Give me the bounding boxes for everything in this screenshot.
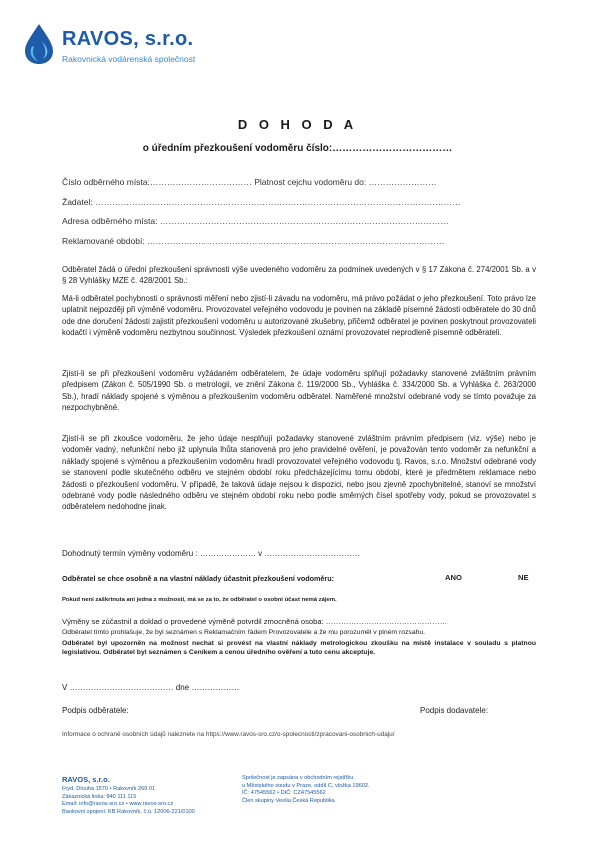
footer-ids: IČ: 47545562 • DIČ: CZ47545562: [242, 790, 326, 797]
declaration-reklamacni-rad: Odběratel tímto prohlašuje, že byl seznámen s Reklamačním řádem Provozovatele a že mu porozuměl v plném rozsahu.: [62, 629, 426, 636]
footer-email[interactable]: Email: info@ravos-sro.cz • www.ravos-sro.cz: [62, 801, 174, 808]
confirmation-field[interactable]: Výměny se zúčastnil a doklad o provedené výměně potvrdil zmocněná osoba: …………………………………………: [62, 617, 448, 626]
customer-signature-label: Podpis odběratele:: [62, 706, 129, 715]
footer-register: Společnost je zapsána v obchodním rejstříku: [242, 775, 354, 781]
paragraph-rights: Má-li odběratel pochybnosti o správnosti měření nebo zjistí-li závadu na vodoměru, má právo požádat o jeho přezkoušení. Toto právo lze uplatnit nejpozději při výměně vodoměru. Provozovatel veřejného vodovodu je povinen na základě písemné žádosti odběratele do 30 dnů ode dne doručení žádosti zajistit přezkoušení vodoměru u autorizované zkušebny, přičemž odběratel je povinen poskytnout provozovateli kodačtí i výměně vodoměru nezbytnou součinnost. Výsledek přezkoušení oznámí provozovatel neprodleně písemně odběrateli.: [62, 294, 536, 338]
footer-court: u Městského soudu v Praze, oddíl C, vložka 19602.: [242, 782, 370, 789]
footer-group: Člen skupiny Veolia Česká Republika: [242, 797, 335, 804]
participation-yes-option[interactable]: ANO: [445, 573, 462, 582]
supplier-signature-label: Podpis dodavatele:: [420, 706, 489, 715]
footer-address: Fryd. Dlouhá 1570 • Rakovník 269 01: [62, 786, 156, 792]
footer-company: RAVOS, s.r.o.: [62, 775, 110, 784]
address-field[interactable]: Adresa odběrného místa: …………………………………………………………………………………………: [62, 216, 449, 226]
footer-phone: Zákaznická linka: 840 111 115: [62, 793, 137, 800]
participation-text: Odběratel se chce osobně a na vlastní náklady účastnit přezkoušení vodoměru:: [62, 574, 335, 583]
brand-subtitle: Rakovnická vodárenská společnost: [62, 54, 196, 64]
applicant-field[interactable]: Žadatel: …………………………………………………………………………………………………………………: [62, 197, 461, 207]
paragraph-noncompliant: Zjistí-li se při zkoušce vodoměru, že jeho údaje nesplňují požadavky stanovené zvláštním právním předpisem (viz. výše) nebo je vodoměr vadný, nefunkční nebo již uplynula lhůta stanovená pro jeho pravidelné ověření, je považován tento vodoměr za nefunkční a náklady spojené s výměnou a přezkoušením vodoměru hradí provozovatel veřejného vodovodu tj. Ravos, s.r.o. Množství odebrané vody se stanovení podle skutečného odběru ve stejném období roku předcházejícímu tomu období, které je předmětem reklamace nebo žádosti o přezkoušení vodoměru. V případě, že taková údaje nejsou k dispozici, nebo jsou zjevně zpochybnitelné, stanoví se množství odebrané vody podle následného odběru ve stejném období roku nebo podle směrných čísel spotřeby vody, pokud se provozovatel s odběratelem nedohodne jinak.: [62, 434, 536, 512]
agreed-date-field[interactable]: Dohodnutý termín výměny vodoměru : ………………… v ………………………………: [62, 549, 361, 558]
reclaim-period-field[interactable]: Reklamované období: ……………………………………………………………………………………………: [62, 236, 445, 246]
privacy-notice: Informace o ochraně osobních údajů naleznete na https://www.ravos-sro.cz/o-spolecnosti/zpracovani-osobnich-udaju/: [62, 731, 395, 738]
footer-bank: Bankovní spojení: KB Rakovník, č.ú. 12006-221/0100: [62, 808, 195, 815]
paragraph-compliant: Zjistí-li se při přezkoušení vodoměru vyžádaném odběratelem, že údaje vodoměru splňují požadavky stanovené zvláštním právním předpisem (Zákon č. 505/1990 Sb. o metrologii, ve znění Zákona č. 119/2000 Sb., Vyhláška č. 334/2000 Sb. a Vyhláška č. 263/2000 Sb.), hradí náklady spojené s výměnou a přezkoušením vodoměru odběratel. Naměřené množství odebrané vody se tímto považuje za nezpochybněné.: [62, 369, 536, 413]
participation-no-option[interactable]: NE: [518, 573, 529, 582]
ravos-logo-icon: [22, 22, 56, 66]
meter-number-field[interactable]: Číslo odběrného místa:……………………………… Platnost cejchu vodoměru do: ……………………: [62, 177, 437, 187]
page-subtitle: o úředním přezkoušení vodoměru číslo:………………………………: [142, 143, 453, 154]
participation-note: Pokud není zaškrtnuta ani jedna z možností, má se za to, že odběratel o osobní účast nemá zájem.: [62, 597, 337, 603]
place-date-field[interactable]: V ………………………………… dne ………………: [62, 683, 240, 692]
declaration-metrology: Odběratel byl upozorněn na možnost nechat si provést na vlastní náklady metrologickou zkoušku na místě instalace v souladu s platnou legislativou. Odběratel byl seznámen s Ceníkem a cenou úředního ověření a tuto cenu akceptuje.: [62, 640, 536, 656]
page-title: D O H O D A: [237, 117, 358, 132]
paragraph-intro: Odběratel žádá o úřední přezkoušení správnosti výše uvedeného vodoměru za podmínek uvedených v § 17 Zákona č. 274/2001 Sb. a v § 28 Vyhlášky MZE č. 428/2001 Sb.:: [62, 265, 536, 286]
brand-name: RAVOS, s.r.o.: [62, 28, 194, 50]
